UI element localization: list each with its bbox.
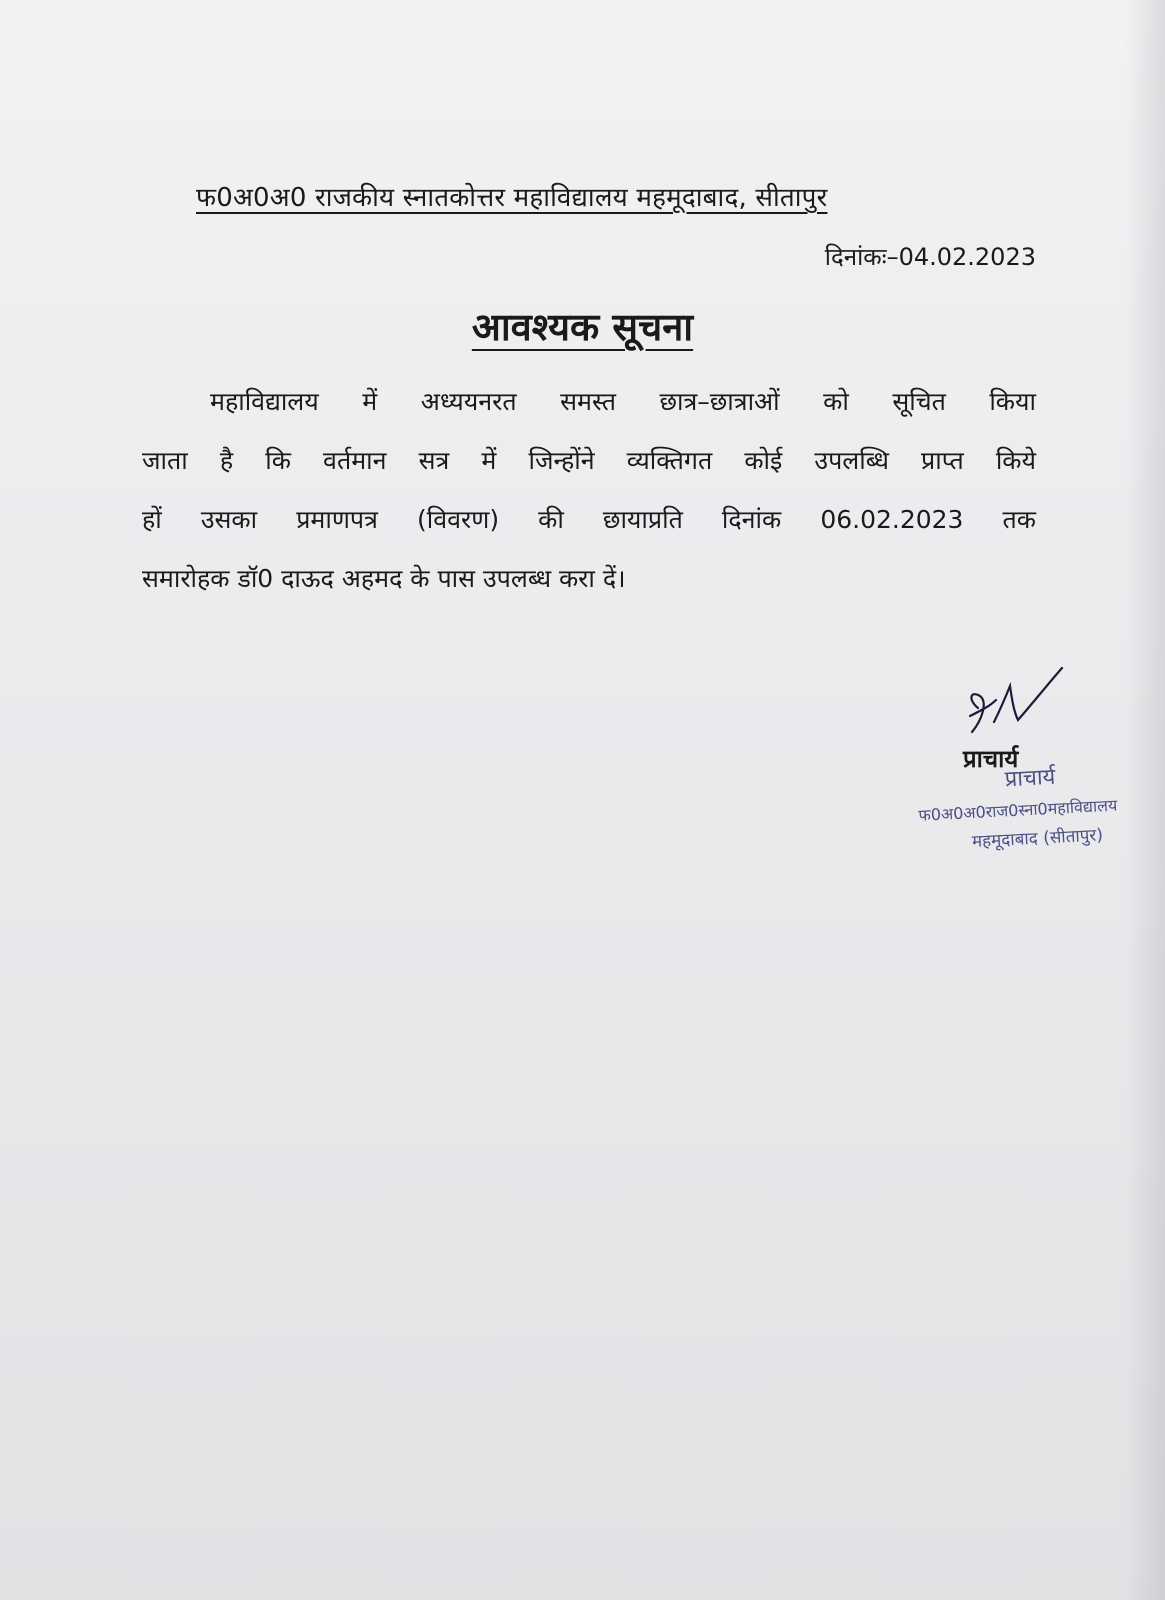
notice-title: आवश्यक सूचना: [471, 305, 694, 349]
handwritten-signature: [960, 660, 1090, 750]
stamp-location: महमूदाबाद (सीतापुर): [971, 825, 1104, 853]
stamp-college-name: फ0अ0अ0राज0स्ना0महाविद्यालय: [917, 795, 1118, 825]
notice-date: दिनांकः–04.02.2023: [824, 243, 1036, 271]
signature-title: प्राचार्य: [963, 745, 1019, 773]
notice-body: [142, 372, 1036, 608]
notice-body-line: जाता है कि वर्तमान सत्र में जिन्होंने व्यक्तिगत कोई उपलब्धि प्राप्त किये: [142, 446, 1036, 475]
notice-body-line: महाविद्यालय में अध्ययनरत समस्त छात्र–छात्राओं को सूचित किया: [210, 387, 1036, 416]
notice-body-line: हों उसका प्रमाणपत्र (विवरण) की छायाप्रति दिनांक 06.02.2023 तक: [142, 505, 1036, 534]
stamp-title: प्राचार्य: [1004, 764, 1056, 793]
office-stamp: [916, 755, 1165, 855]
college-heading: फ0अ0अ0 राजकीय स्नातकोत्तर महाविद्यालय महमूदाबाद, सीतापुर: [196, 183, 828, 213]
notice-body-line: समारोहक डॉ0 दाऊद अहमद के पास उपलब्ध करा दें।: [142, 564, 626, 593]
notice-title-wrapper: [0, 300, 1165, 352]
